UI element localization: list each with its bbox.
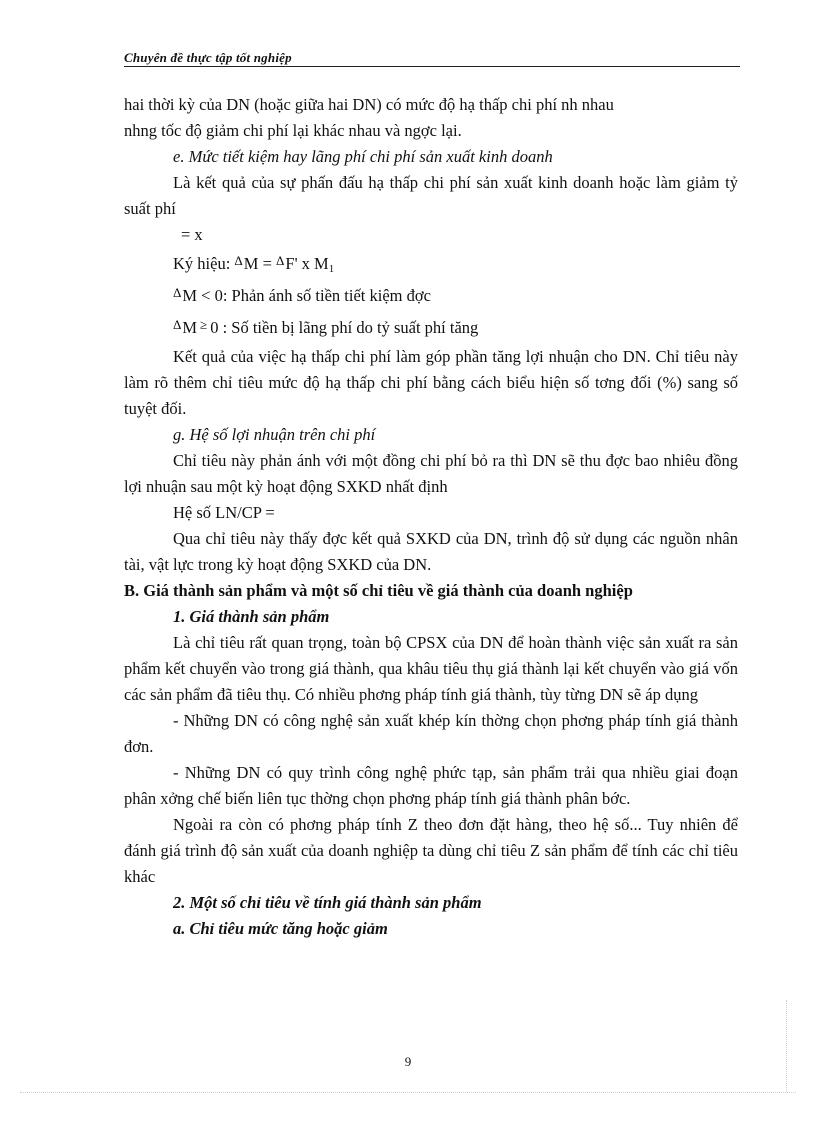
page-number: 9 <box>404 1054 412 1069</box>
paragraph: Chỉ tiêu này phản ánh với một đồng chi phí bỏ ra thì DN sẽ thu đợc bao nhiêu đồng lợi nhuận sau một kỳ hoạt động SXKD nhất định <box>124 451 738 496</box>
section-heading-b: B. Giá thành sản phẩm và một số chỉ tiêu về giá thành của doanh nghiệp <box>124 581 633 600</box>
coefficient-formula: Hệ số LN/CP = <box>173 503 275 522</box>
paragraph-line: nhng tốc độ giảm chi phí lại khác nhau và ngợc lại. <box>124 121 462 140</box>
symbol-label: Ký hiệu: <box>173 254 235 273</box>
subscript: 1 <box>328 263 335 275</box>
paragraph: Kết quả của việc hạ thấp chi phí làm góp phần tăng lợi nhuận cho DN. Chỉ tiêu này làm rõ thêm chỉ tiêu mức độ hạ thấp chi phí bằng cách biểu hiện số tơng đối (%) sang số tuyệt đối. <box>124 347 738 418</box>
condition-text: M < 0: Phản ánh số tiền tiết kiệm đợc <box>182 286 431 305</box>
symbol-definition <box>124 248 738 280</box>
formula-expression: = x <box>181 225 203 244</box>
symbol-f: F' x M <box>285 254 329 273</box>
paragraph: Là chỉ tiêu rất quan trọng, toàn bộ CPSX của DN để hoàn thành việc sản xuất ra sản phẩm kết chuyển vào trong giá thành, qua khâu tiêu thụ giá thành lại kết chuyển vào giá vốn các sản phẩm đã tiêu thụ. Có nhiều phơng pháp tính giá thành, tùy từng DN sẽ áp dụng <box>124 633 738 704</box>
page-edge-dots <box>786 1000 787 1092</box>
subheading-1: 1. Giá thành sản phẩm <box>173 607 330 626</box>
subheading-e: e. Mức tiết kiệm hay lãng phí chi phí sản xuất kinh doanh <box>173 147 553 166</box>
header-rule <box>124 66 740 67</box>
subheading-2: 2. Một số chỉ tiêu về tính giá thành sản phẩm <box>173 893 482 912</box>
subheading-g: g. Hệ số lợi nhuận trên chi phí <box>173 425 376 444</box>
document-header: Chuyên đề thực tập tốt nghiệp <box>124 50 292 65</box>
condition-text: 0 : Số tiền bị lãng phí do tỷ suất phí tăng <box>210 318 479 337</box>
paragraph-line: hai thời kỳ của DN (hoặc giữa hai DN) có mức độ hạ thấp chi phí nh nhau <box>124 95 614 114</box>
delta-symbol: Δ <box>276 253 285 268</box>
symbol-m: M <box>182 318 198 337</box>
delta-symbol: Δ <box>173 285 182 300</box>
list-item: - Những DN có quy trình công nghệ phức tạp, sản phẩm trải qua nhiều giai đoạn phân xởng chế biến liên tục thờng chọn phơng pháp tính giá thành phân bớc. <box>124 763 738 808</box>
geq-symbol: ≥ <box>200 317 208 332</box>
delta-symbol: Δ <box>173 317 182 332</box>
page-bottom-dots <box>20 1092 796 1093</box>
condition-saving <box>124 280 738 312</box>
paragraph: Qua chỉ tiêu này thấy đợc kết quả SXKD của DN, trình độ sử dụng các nguồn nhân tài, vật lực trong kỳ hoạt động SXKD của DN. <box>124 529 738 574</box>
delta-symbol: Δ <box>234 253 243 268</box>
paragraph: Là kết quả của sự phấn đấu hạ thấp chi phí sản xuất kinh doanh hoặc làm giảm tỷ suất phí <box>124 173 738 218</box>
symbol-m: M = <box>243 254 277 273</box>
paragraph: Ngoài ra còn có phơng pháp tính Z theo đơn đặt hàng, theo hệ số... Tuy nhiên để đánh giá trình độ sản xuất của doanh nghiệp ta dùng chỉ tiêu Z sản phẩm để tính các chỉ tiêu khác <box>124 815 738 886</box>
subheading-a: a. Chỉ tiêu mức tăng hoặc giảm <box>173 919 388 938</box>
list-item: - Những DN có công nghệ sản xuất khép kín thờng chọn phơng pháp tính giá thành đơn. <box>124 711 738 756</box>
condition-waste <box>124 312 738 344</box>
document-body <box>124 92 738 942</box>
